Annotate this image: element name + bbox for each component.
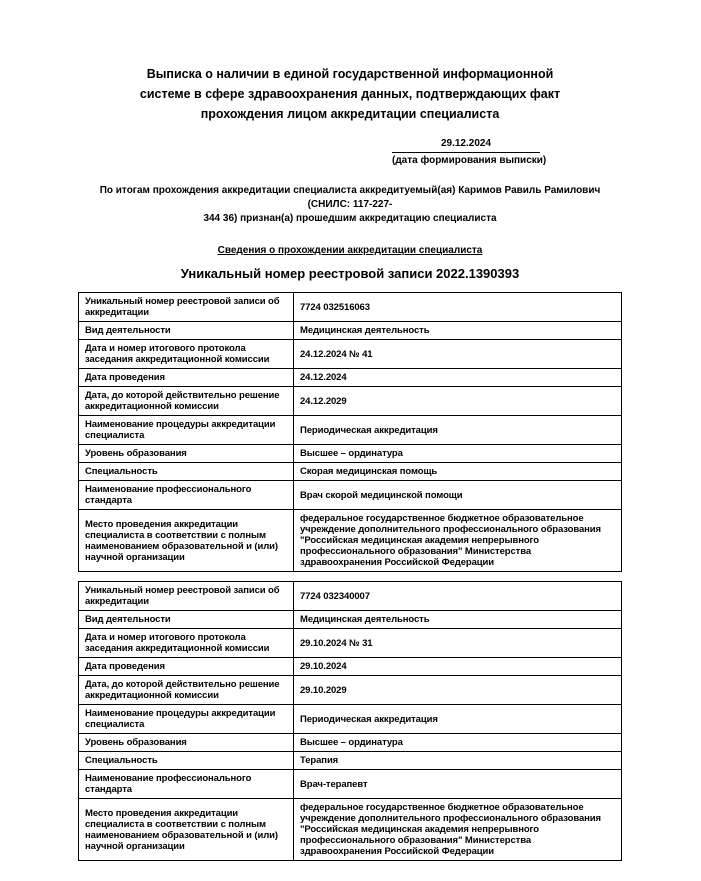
row-label: Уровень образования xyxy=(79,445,294,463)
row-label: Дата, до которой действительно решение аккредитационной комиссии xyxy=(79,676,294,705)
row-value: 24.12.2024 xyxy=(294,369,622,387)
table-row xyxy=(79,369,622,387)
table-row xyxy=(79,340,622,369)
row-label: Наименование процедуры аккредитации специалиста xyxy=(79,705,294,734)
row-label: Место проведения аккредитации специалиста в соответствии с полным наименованием образовательной и (или) научной организации xyxy=(79,510,294,572)
row-label: Уровень образования xyxy=(79,734,294,752)
row-label: Наименование профессионального стандарта xyxy=(79,481,294,510)
accreditation-record-table-2 xyxy=(78,581,622,861)
row-value: Скорая медицинская помощь xyxy=(294,463,622,481)
table-row xyxy=(79,582,622,611)
intro-line: По итогам прохождения аккредитации специалиста аккредитуемый(ая) Каримов Равиль Рамилович (СНИЛС: 117-227- xyxy=(99,185,601,210)
title-line: прохождения лицом аккредитации специалиста xyxy=(200,107,500,121)
table-row xyxy=(79,322,622,340)
title-line: Выписка о наличии в единой государственной информационной xyxy=(146,67,554,81)
row-value: федеральное государственное бюджетное образовательное учреждение дополнительного профессионального образования "Российская медицинская академия непрерывного профессионального образования" Министерства здравоохранения Российской Федерации xyxy=(294,799,622,861)
row-label: Вид деятельности xyxy=(79,611,294,629)
extract-date: 29.12.2024 xyxy=(392,138,540,153)
registry-number-heading: Уникальный номер реестровой записи 2022.1390393 xyxy=(180,266,520,281)
row-value: 29.10.2024 xyxy=(294,658,622,676)
table-row xyxy=(79,387,622,416)
table-row xyxy=(79,611,622,629)
extract-date-block xyxy=(392,138,547,167)
row-value: Высшее – ординатура xyxy=(294,445,622,463)
row-label: Вид деятельности xyxy=(79,322,294,340)
row-value: федеральное государственное бюджетное образовательное учреждение дополнительного профессионального образования "Российская медицинская академия непрерывного профессионального образования" Министерства здравоохранения Российской Федерации xyxy=(294,510,622,572)
table-row xyxy=(79,510,622,572)
row-value: Высшее – ординатура xyxy=(294,734,622,752)
row-value: Периодическая аккредитация xyxy=(294,416,622,445)
table-row xyxy=(79,481,622,510)
row-label: Наименование процедуры аккредитации специалиста xyxy=(79,416,294,445)
row-label: Место проведения аккредитации специалиста в соответствии с полным наименованием образовательной и (или) научной организации xyxy=(79,799,294,861)
table-row xyxy=(79,463,622,481)
row-label: Дата проведения xyxy=(79,369,294,387)
table-row xyxy=(79,770,622,799)
intro-line: 344 36) признан(а) прошедшим аккредитацию специалиста xyxy=(203,213,497,224)
row-label: Специальность xyxy=(79,463,294,481)
row-label: Дата проведения xyxy=(79,658,294,676)
row-value: Терапия xyxy=(294,752,622,770)
row-label: Уникальный номер реестровой записи об аккредитации xyxy=(79,582,294,611)
row-label: Дата, до которой действительно решение аккредитационной комиссии xyxy=(79,387,294,416)
row-label: Уникальный номер реестровой записи об аккредитации xyxy=(79,293,294,322)
table-row xyxy=(79,658,622,676)
table-row xyxy=(79,293,622,322)
table-row xyxy=(79,799,622,861)
intro-paragraph xyxy=(78,184,622,226)
row-value: Медицинская деятельность xyxy=(294,611,622,629)
row-value: 24.12.2024 № 41 xyxy=(294,340,622,369)
table-row xyxy=(79,752,622,770)
row-value: 24.12.2029 xyxy=(294,387,622,416)
row-value: 29.10.2029 xyxy=(294,676,622,705)
row-value: 7724 032516063 xyxy=(294,293,622,322)
row-value: Медицинская деятельность xyxy=(294,322,622,340)
row-label: Дата и номер итогового протокола заседания аккредитационной комиссии xyxy=(79,629,294,658)
row-value: Периодическая аккредитация xyxy=(294,705,622,734)
row-label: Специальность xyxy=(79,752,294,770)
row-value: Врач-терапевт xyxy=(294,770,622,799)
table-row xyxy=(79,734,622,752)
table-row xyxy=(79,445,622,463)
table-row xyxy=(79,416,622,445)
table-row xyxy=(79,705,622,734)
page-title xyxy=(78,64,622,124)
row-value: Врач скорой медицинской помощи xyxy=(294,481,622,510)
extract-date-caption: (дата формирования выписки) xyxy=(392,155,547,166)
row-label: Наименование профессионального стандарта xyxy=(79,770,294,799)
row-value: 29.10.2024 № 31 xyxy=(294,629,622,658)
table-row xyxy=(79,676,622,705)
accreditation-record-table-1 xyxy=(78,292,622,572)
table-row xyxy=(79,629,622,658)
title-line: системе в сфере здравоохранения данных, подтверждающих факт xyxy=(139,87,561,101)
section-heading: Сведения о прохождении аккредитации специалиста xyxy=(217,245,483,256)
row-label: Дата и номер итогового протокола заседания аккредитационной комиссии xyxy=(79,340,294,369)
row-value: 7724 032340007 xyxy=(294,582,622,611)
